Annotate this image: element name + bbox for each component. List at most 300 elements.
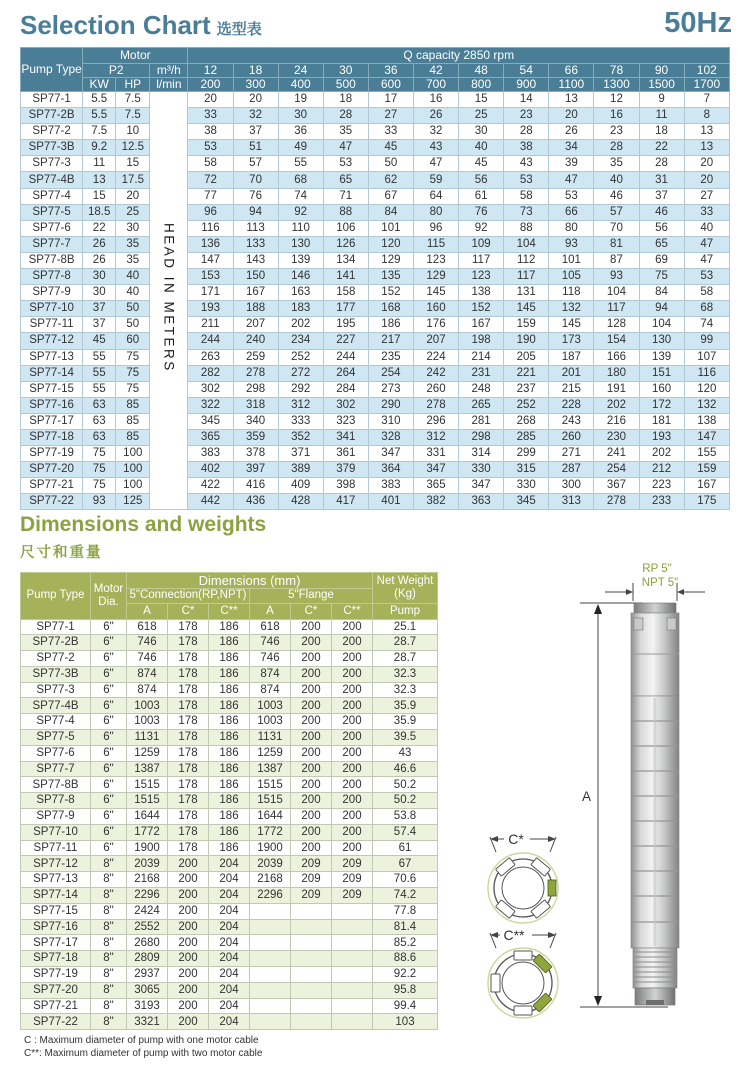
head-value-cell: 383 [188,446,233,462]
head-value-cell: 271 [549,446,594,462]
head-value-cell: 45 [459,156,504,172]
head-value-cell: 242 [413,365,458,381]
q-m3h-value: 102 [684,64,729,78]
head-value-cell: 151 [639,365,684,381]
head-value-cell: 176 [413,317,458,333]
head-value-cell: 168 [368,301,413,317]
page-title-cn: 选型表 [216,21,262,38]
flange-dim-cell [332,982,373,998]
head-value-cell: 74 [684,317,729,333]
dimensions-table-row [21,935,438,951]
selection-table-row [21,349,730,365]
head-value-cell: 198 [459,333,504,349]
head-value-cell: 254 [368,365,413,381]
head-value-cell: 72 [188,172,233,188]
head-value-cell: 12 [594,92,639,108]
connection-dim-cell: 178 [168,619,209,635]
selection-table-row [21,172,730,188]
flange-dim-cell: 1003 [250,714,291,730]
head-value-cell: 153 [188,269,233,285]
conn-a-header: A [127,604,168,620]
head-value-cell: 147 [188,252,233,268]
head-value-cell: 227 [323,333,368,349]
net-weight-cell: 43 [373,745,438,761]
connection-dim-cell: 204 [209,935,250,951]
flange-dim-cell [332,935,373,951]
net-weight-cell: 35.9 [373,714,438,730]
head-value-cell: 25 [459,108,504,124]
dimensions-table-row [21,777,438,793]
head-value-cell: 68 [278,172,323,188]
head-value-cell: 38 [504,140,549,156]
connection-dim-cell: 186 [209,761,250,777]
dimensions-table-row [21,840,438,856]
head-value-cell: 40 [684,220,729,236]
flange-dim-cell: 200 [332,619,373,635]
kw-cell: 22 [83,220,116,236]
head-value-cell: 139 [278,252,323,268]
head-value-cell: 65 [639,236,684,252]
flange-dim-cell: 200 [291,619,332,635]
head-value-cell: 129 [368,252,413,268]
head-value-cell: 129 [413,269,458,285]
connection-dim-cell: 200 [168,1014,209,1030]
head-value-cell: 352 [278,429,323,445]
dim-pump-type-header: Pump Type [21,573,91,620]
head-value-cell: 330 [504,478,549,494]
frequency-label: 50Hz [664,7,732,39]
motor-dia-cell: 8" [91,982,127,998]
head-value-cell: 215 [549,381,594,397]
net-weight-cell: 35.9 [373,698,438,714]
arrow-right-icon [626,589,633,595]
kw-cell: 18.5 [83,204,116,220]
head-value-cell: 244 [188,333,233,349]
hp-cell: 15 [116,156,150,172]
head-value-cell: 292 [278,381,323,397]
head-value-cell: 135 [368,269,413,285]
connection-dim-cell: 186 [209,824,250,840]
flange-dim-cell: 200 [291,635,332,651]
flange-dim-cell: 200 [332,793,373,809]
head-value-cell: 428 [278,494,323,510]
head-value-cell: 318 [233,397,278,413]
head-value-cell: 299 [504,446,549,462]
pump-type-cell: SP77-5 [21,730,91,746]
flange-dim-cell [250,951,291,967]
flange-dim-cell: 618 [250,619,291,635]
head-value-cell: 234 [278,333,323,349]
head-value-cell: 77 [188,188,233,204]
pump-type-cell: SP77-6 [21,220,83,236]
flange-dim-cell [250,982,291,998]
kw-cell: 26 [83,236,116,252]
head-value-cell: 93 [549,236,594,252]
head-value-cell: 84 [639,285,684,301]
head-value-cell: 75 [639,269,684,285]
head-value-cell: 47 [549,172,594,188]
hp-cell: 20 [116,188,150,204]
hp-cell: 85 [116,429,150,445]
head-value-cell: 278 [594,494,639,510]
head-value-cell: 62 [368,172,413,188]
dimensions-table-row [21,761,438,777]
flange-dim-cell: 209 [332,888,373,904]
pump-type-cell: SP77-10 [21,824,91,840]
head-value-cell: 146 [278,269,323,285]
head-value-cell: 28 [504,124,549,140]
hp-cell: 100 [116,478,150,494]
connection-dim-cell: 186 [209,840,250,856]
connection-dim-cell: 204 [209,967,250,983]
head-value-cell: 260 [549,429,594,445]
selection-table-row [21,92,730,108]
q-m3h-value: 18 [233,64,278,78]
head-value-cell: 244 [323,349,368,365]
selection-table-row [21,381,730,397]
q-m3h-value: 78 [594,64,639,78]
flange-c1-header: C* [291,604,332,620]
q-lmin-value: 900 [504,78,549,92]
motor-dia-cell: 6" [91,745,127,761]
flange-dim-cell: 1259 [250,745,291,761]
head-value-cell: 81 [594,236,639,252]
flange-dim-cell: 200 [332,809,373,825]
dimensions-table-row [21,856,438,872]
head-value-cell: 138 [684,413,729,429]
net-weight-cell: 74.2 [373,888,438,904]
hp-cell: 12.5 [116,140,150,156]
head-value-cell: 398 [323,478,368,494]
head-value-cell: 128 [594,317,639,333]
head-value-cell: 115 [413,236,458,252]
head-in-meters-cell [150,92,188,510]
pump-type-cell: SP77-18 [21,429,83,445]
head-value-cell: 422 [188,478,233,494]
pump-type-cell: SP77-22 [21,1014,91,1030]
selection-table-row [21,494,730,510]
head-value-cell: 55 [278,156,323,172]
head-value-cell: 298 [233,381,278,397]
dimensions-table-row [21,619,438,635]
head-value-cell: 314 [459,446,504,462]
hp-cell: 100 [116,462,150,478]
selection-table-row [21,220,730,236]
connection-header: 5"Connection(RP,NPT) [127,588,250,604]
motor-dia-cell: 6" [91,761,127,777]
connection-dim-cell: 178 [168,824,209,840]
page-title-en: Selection Chart [20,10,211,40]
flange-dim-cell [332,951,373,967]
pump-type-cell: SP77-19 [21,446,83,462]
head-value-cell: 35 [323,124,368,140]
flange-dim-cell [250,935,291,951]
connection-dim-cell: 874 [127,682,168,698]
pump-type-cell: SP77-11 [21,317,83,333]
flange-dim-cell: 1900 [250,840,291,856]
pump-type-cell: SP77-16 [21,397,83,413]
head-value-cell: 92 [278,204,323,220]
head-value-cell: 8 [684,108,729,124]
head-value-cell: 11 [639,108,684,124]
flange-dim-cell: 200 [291,793,332,809]
pump-type-cell: SP77-3B [21,666,91,682]
head-value-cell: 107 [684,349,729,365]
head-value-cell: 58 [188,156,233,172]
motor-dia-cell: 6" [91,777,127,793]
net-weight-cell: 50.2 [373,777,438,793]
pump-weight-header: Pump [373,604,438,620]
dimensions-table-row [21,824,438,840]
head-value-cell: 139 [639,349,684,365]
head-value-cell: 117 [504,269,549,285]
head-value-cell: 84 [368,204,413,220]
connection-dim-cell: 200 [168,919,209,935]
connection-dim-cell: 178 [168,635,209,651]
head-value-cell: 43 [504,156,549,172]
head-value-cell: 9 [639,92,684,108]
motor-dia-cell: 6" [91,635,127,651]
head-value-cell: 284 [323,381,368,397]
connection-dim-cell: 1387 [127,761,168,777]
dimensions-table-row [21,951,438,967]
net-weight-cell: 88.6 [373,951,438,967]
head-value-cell: 340 [233,413,278,429]
q-lmin-value: 500 [323,78,368,92]
head-value-cell: 193 [639,429,684,445]
dimensions-table-row [21,872,438,888]
head-value-cell: 69 [639,252,684,268]
head-value-cell: 287 [549,462,594,478]
connection-dim-cell: 200 [168,998,209,1014]
connection-dim-cell: 1900 [127,840,168,856]
head-value-cell: 80 [413,204,458,220]
connection-dim-cell: 746 [127,635,168,651]
section-title: Dimensions and weights [20,513,267,536]
pump-type-cell: SP77-20 [21,982,91,998]
head-value-cell: 160 [639,381,684,397]
head-value-cell: 20 [549,108,594,124]
flange-dim-cell: 200 [291,777,332,793]
motor-dia-cell: 6" [91,824,127,840]
head-value-cell: 67 [368,188,413,204]
pump-type-cell: SP77-8 [21,793,91,809]
kw-cell: 93 [83,494,116,510]
motor-dia-cell: 8" [91,856,127,872]
motor-dia-cell: 8" [91,935,127,951]
head-value-cell: 141 [323,269,368,285]
flange-dim-cell: 874 [250,682,291,698]
q-m3h-value: 42 [413,64,458,78]
head-value-cell: 39 [549,156,594,172]
head-value-cell: 130 [278,236,323,252]
net-weight-cell: 95.8 [373,982,438,998]
head-value-cell: 57 [233,156,278,172]
head-value-cell: 361 [323,446,368,462]
pump-type-cell: SP77-1 [21,619,91,635]
pump-type-cell: SP77-1 [21,92,83,108]
connection-dim-cell: 186 [209,635,250,651]
head-value-cell: 154 [594,333,639,349]
connection-dim-cell: 2680 [127,935,168,951]
connection-dim-cell: 2296 [127,888,168,904]
kw-cell: 26 [83,252,116,268]
head-value-cell: 47 [684,252,729,268]
connection-dim-cell: 1644 [127,809,168,825]
head-value-cell: 205 [504,349,549,365]
dim-a-label: A [581,789,591,804]
connection-dim-cell: 178 [168,698,209,714]
connection-dim-cell: 178 [168,666,209,682]
head-value-cell: 260 [413,381,458,397]
head-value-cell: 224 [413,349,458,365]
flange-dim-cell: 200 [332,666,373,682]
head-value-cell: 442 [188,494,233,510]
flange-dim-cell: 200 [332,824,373,840]
head-value-cell: 132 [549,301,594,317]
q-lmin-value: 1300 [594,78,639,92]
flange-dim-cell [332,998,373,1014]
head-value-cell: 112 [504,252,549,268]
net-weight-cell: 53.8 [373,809,438,825]
motor-header: Motor [83,48,188,64]
kw-cell: 37 [83,301,116,317]
head-value-cell: 347 [413,462,458,478]
head-value-cell: 53 [188,140,233,156]
connection-dim-cell: 186 [209,714,250,730]
head-value-cell: 341 [323,429,368,445]
pump-illustration [450,556,750,1033]
hp-cell: 7.5 [116,108,150,124]
hp-cell: 125 [116,494,150,510]
head-value-cell: 104 [639,317,684,333]
head-value-cell: 37 [639,188,684,204]
hp-cell: 85 [116,397,150,413]
head-value-cell: 46 [639,204,684,220]
flange-dim-cell: 200 [291,714,332,730]
hp-cell: 35 [116,252,150,268]
npt-label: NPT 5" [641,577,679,589]
head-value-cell: 365 [413,478,458,494]
head-value-cell: 345 [188,413,233,429]
c-star-label: C* [508,831,524,847]
head-value-cell: 134 [323,252,368,268]
net-weight-cell: 32.3 [373,682,438,698]
head-value-cell: 409 [278,478,323,494]
footnotes [24,1035,262,1060]
pump-type-cell: SP77-15 [21,381,83,397]
connection-dim-cell: 3193 [127,998,168,1014]
head-value-cell: 202 [639,446,684,462]
head-value-cell: 212 [639,462,684,478]
kw-cell: 5.5 [83,92,116,108]
connection-dim-cell: 204 [209,872,250,888]
connection-dim-cell: 204 [209,982,250,998]
selection-table-row [21,269,730,285]
head-value-cell: 76 [459,204,504,220]
motor-dia-cell: 8" [91,1014,127,1030]
head-value-cell: 145 [413,285,458,301]
head-value-cell: 40 [459,140,504,156]
connection-dim-cell: 204 [209,951,250,967]
pump-type-cell: SP77-7 [21,236,83,252]
flange-dim-cell [291,919,332,935]
flange-dim-cell: 200 [332,698,373,714]
pump-type-cell: SP77-2 [21,124,83,140]
head-value-cell: 216 [594,413,639,429]
head-value-cell: 147 [684,429,729,445]
head-value-cell: 382 [413,494,458,510]
kw-cell: 7.5 [83,124,116,140]
head-value-cell: 133 [233,236,278,252]
dimensions-table-row [21,919,438,935]
hp-cell: 85 [116,413,150,429]
lmin-header: l/min [150,78,188,92]
selection-table-row [21,108,730,124]
head-value-cell: 74 [278,188,323,204]
rp-label: RP 5" [642,563,672,575]
flange-dim-cell: 1644 [250,809,291,825]
head-value-cell: 35 [594,156,639,172]
flange-header: 5"Flange [250,588,373,604]
head-value-cell: 401 [368,494,413,510]
flange-dim-cell: 200 [291,666,332,682]
head-value-cell: 273 [368,381,413,397]
head-value-cell: 347 [368,446,413,462]
head-value-cell: 252 [504,397,549,413]
connection-dim-cell: 200 [168,967,209,983]
flange-dim-cell: 1387 [250,761,291,777]
flange-dim-cell [291,903,332,919]
head-value-cell: 17 [368,92,413,108]
connection-dim-cell: 186 [209,730,250,746]
q-lmin-value: 700 [413,78,458,92]
head-value-cell: 61 [459,188,504,204]
net-weight-cell: 46.6 [373,761,438,777]
hp-cell: 50 [116,317,150,333]
kw-cell: 75 [83,446,116,462]
q-m3h-value: 66 [549,64,594,78]
connection-dim-cell: 3321 [127,1014,168,1030]
flange-dim-cell: 209 [332,856,373,872]
connection-dim-cell: 204 [209,903,250,919]
flange-dim-cell [332,967,373,983]
flange-dim-cell: 200 [332,745,373,761]
net-weight-cell: 39.5 [373,730,438,746]
head-value-cell: 302 [188,381,233,397]
selection-table-row [21,204,730,220]
head-value-cell: 323 [323,413,368,429]
selection-table-row [21,446,730,462]
head-value-cell: 51 [233,140,278,156]
head-value-cell: 389 [278,462,323,478]
selection-table-row [21,462,730,478]
pump-type-cell: SP77-12 [21,856,91,872]
flange-dim-cell: 200 [332,651,373,667]
connection-dim-cell: 186 [209,619,250,635]
hp-cell: 7.5 [116,92,150,108]
connection-dim-cell: 204 [209,919,250,935]
selection-table-row [21,140,730,156]
head-value-cell: 126 [323,236,368,252]
pump-type-cell: SP77-8B [21,777,91,793]
head-value-cell: 88 [323,204,368,220]
head-value-cell: 30 [459,124,504,140]
selection-table-row [21,124,730,140]
net-weight-cell: 70.6 [373,872,438,888]
conn-c2-header: C** [209,604,250,620]
connection-dim-cell: 200 [168,982,209,998]
